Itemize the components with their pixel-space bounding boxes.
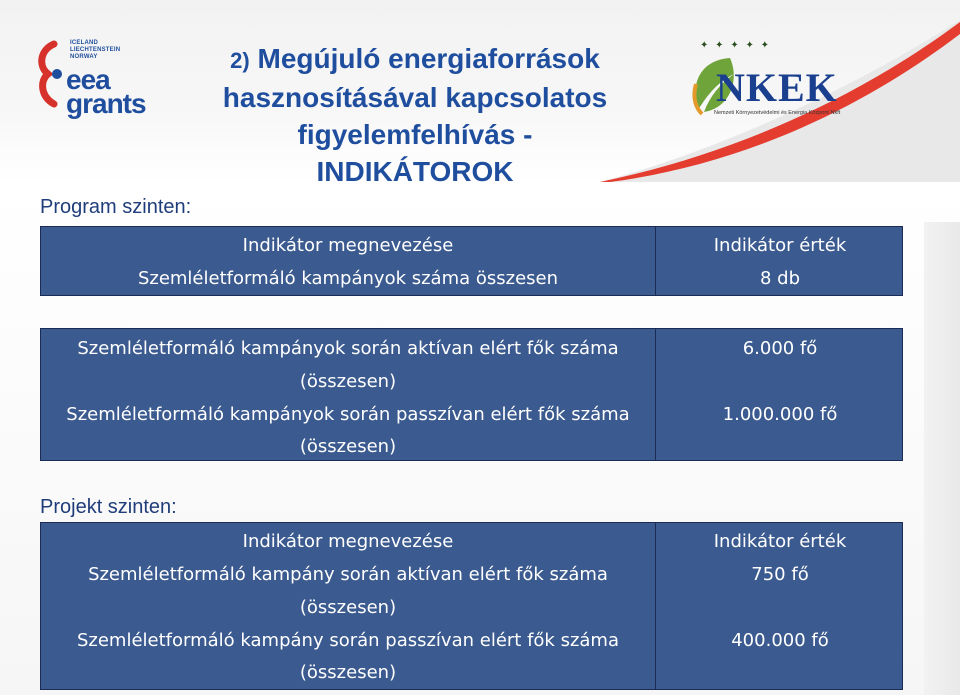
nkek-stars-icon: ✦ ✦ ✦ ✦ ✦	[700, 40, 772, 51]
header-indicator-value: Indikátor érték	[713, 531, 847, 552]
nkek-wordmark: NKEK	[716, 65, 838, 110]
program-level-label: Program szinten:	[40, 196, 192, 218]
projekt-level-label: Projekt szinten:	[40, 496, 177, 518]
table-row-name-cont: (összesen)	[299, 371, 397, 392]
header-indicator-name: Indikátor megnevezése	[242, 235, 454, 256]
program-table-2	[40, 328, 903, 461]
table-row-value: 6.000 fő	[742, 338, 818, 359]
eea-swirl-icon	[36, 40, 66, 112]
table-row-value: 750 fő	[751, 564, 809, 585]
nkek-logo	[688, 40, 868, 130]
header-indicator-value: Indikátor érték	[713, 235, 847, 256]
table-row-name: Szemléletformáló kampányok során aktívan elért fők száma	[77, 338, 619, 359]
table-row-name: Szemléletformáló kampányok száma összesen	[137, 268, 559, 289]
table-row-name: Szemléletformáló kampány során passzívan elért fők száma	[76, 630, 619, 651]
table-row-name-cont: (összesen)	[299, 662, 397, 683]
grants-word: grants	[66, 88, 146, 119]
title-line-2: hasznosításával kapcsolatos	[222, 82, 608, 113]
title-number: 2)	[230, 48, 250, 73]
eea-countries: ICELAND LIECHTENSTEIN NORWAY	[70, 40, 121, 60]
table-row-value: 1.000.000 fő	[722, 404, 838, 425]
table-row-value: 400.000 fő	[731, 630, 829, 651]
projekt-table	[40, 522, 903, 690]
table-row-name: Szemléletformáló kampányok során passzívan elért fők száma	[66, 404, 630, 425]
title-line-1: Megújuló energiaforrások	[257, 43, 600, 74]
table-row-name-cont: (összesen)	[299, 597, 397, 618]
page-title	[180, 40, 650, 190]
eea-word: eea	[66, 64, 110, 95]
side-band	[924, 222, 960, 695]
table-row-name: Szemléletformáló kampány során aktívan elért fők száma	[88, 564, 608, 585]
table-row-name-cont: (összesen)	[299, 436, 397, 457]
program-table-1	[40, 226, 903, 296]
eea-grants-logo	[36, 38, 156, 130]
title-line-4: INDIKÁTOROK	[316, 156, 514, 187]
title-line-3: figyelemfelhívás -	[297, 119, 533, 150]
table-row-value: 8 db	[759, 268, 801, 289]
nkek-subtitle: Nemzeti Környezetvédelmi és Energia Központ Nkft	[714, 110, 841, 116]
header-indicator-name: Indikátor megnevezése	[242, 531, 454, 552]
